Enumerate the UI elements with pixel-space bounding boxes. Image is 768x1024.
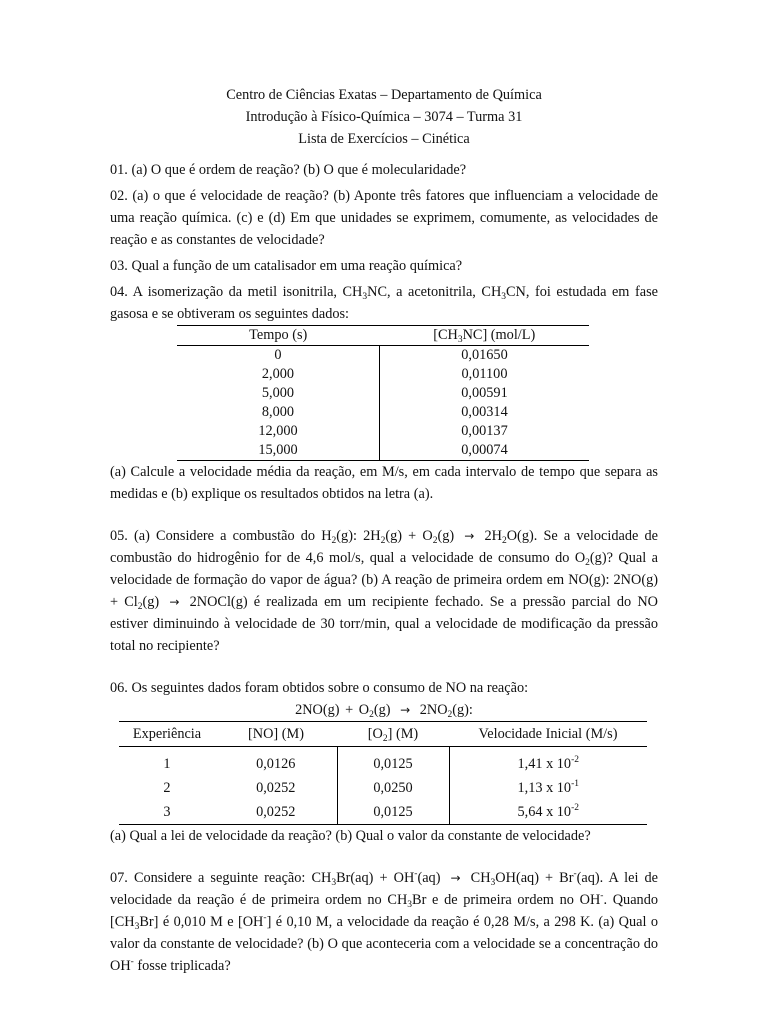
o2-cell: 0,0250: [337, 776, 449, 800]
document-header: [110, 84, 658, 150]
column-header-o2: $[O_2]$ (M): [337, 722, 449, 747]
reaction-arrow-icon: →: [450, 871, 461, 885]
question-04: 04. A isomerização da metil isonitrila, $CH_3NC$, a acetonitrila, $CH_3CN$, foi estudada em fase gasosa e se obtiveram os seguintes dados:: [110, 284, 658, 322]
table-row: [177, 422, 589, 441]
concentration-cell: 0,00137: [461, 423, 508, 439]
time-cell: 8,000: [177, 403, 380, 422]
isomerization-data-table: [177, 325, 589, 461]
table-row: [177, 365, 589, 384]
time-cell: 5,000: [177, 384, 380, 403]
question-03: 03. Qual a função de um catalisador em uma reação química?: [110, 258, 463, 274]
column-header-concentration: $[CH_3NC]$ (mol/L): [380, 326, 590, 346]
question-02: 02. (a) o que é velocidade de reação? (b) Aponte três fatores que influenciam a velocidade de uma reação química. (c) e (d) Em que unidades se exprimem, comumente, as velocidades de reação e as constantes de velocidade?: [110, 188, 658, 248]
question-04-tasks: (a) Calcule a velocidade média da reação, em M/s, em cada intervalo de tempo que separa as medidas e (b) explique os resultados obtidos na letra (a).: [110, 464, 658, 502]
header-list-title: Lista de Exercícios – Cinética: [298, 131, 470, 147]
time-cell: 2,000: [177, 365, 380, 384]
question-01: 01. (a) O que é ordem de reação? (b) O que é molecularidade?: [110, 162, 467, 178]
column-header-rate: Velocidade Inicial (M/s): [449, 722, 647, 747]
rate-cell: 1,13 x $10^{-1}$: [517, 779, 580, 796]
header-institution: Centro de Ciências Exatas – Departamento de Química: [226, 87, 542, 103]
table-row: [119, 800, 647, 825]
reaction-arrow-icon: →: [464, 529, 475, 543]
rate-cell: 1,41 x $10^{-2}$: [517, 755, 580, 772]
table-header-row: [177, 326, 589, 346]
column-header-time: Tempo (s): [177, 326, 380, 346]
time-cell: 12,000: [177, 422, 380, 441]
no-cell: 0,0252: [215, 776, 337, 800]
table-row: [177, 403, 589, 422]
experiment-cell: 1: [163, 756, 171, 772]
table-row: [177, 441, 589, 461]
concentration-cell: 0,00314: [461, 404, 508, 420]
rate-cell: 5,64 x $10^{-2}$: [449, 800, 647, 825]
concentration-cell: 0,00591: [461, 385, 508, 401]
time-cell: 0: [177, 346, 380, 366]
column-header-experiment: Experiência: [119, 722, 215, 747]
concentration-cell: 0,01100: [461, 366, 508, 382]
concentration-cell: 0,01650: [461, 347, 508, 363]
no-cell: 0,0252: [215, 800, 337, 825]
concentration-cell: 0,00074: [380, 441, 590, 461]
header-course: Introdução à Físico-Química – 3074 – Turma 31: [245, 109, 523, 125]
o2-cell: 0,0125: [337, 747, 449, 777]
time-cell: 15,000: [177, 441, 380, 461]
table-row: [177, 384, 589, 403]
kinetics-data-table: [119, 721, 647, 825]
column-header-no: [NO] (M): [215, 722, 337, 747]
table-row: [177, 346, 589, 366]
no-cell: 0,0126: [215, 747, 337, 777]
table-row: [119, 747, 647, 777]
reaction-arrow-icon: →: [400, 703, 411, 717]
table-row: [119, 776, 647, 800]
question-07: 07. Considere a seguinte reação: $CH_3Br(aq) + OH^-(aq) \to CH_3OH(aq) + Br^-(aq)$. A lei de velocidade da reação é de primeira ordem no $CH_3Br$ e de primeira ordem no OH-. Quando $[CH_3Br]$ é 0,010 M e [OH-] é 0,10 M, a velocidade da reação é 0,28 M/s, a 298 K. (a) Qual o valor da constante de velocidade? (b) O que aconteceria com a velocidade se a concentração do OH- fosse triplicada?: [110, 869, 659, 974]
reaction-arrow-icon: →: [169, 595, 180, 609]
experiment-cell: 2: [163, 780, 171, 796]
question-06-tasks: (a) Qual a lei de velocidade da reação? (b) Qual o valor da constante de velocidade?: [110, 828, 591, 844]
experiment-cell: 3: [119, 800, 215, 825]
question-05: 05. (a) Considere a combustão do $H_2(g)$: $2H_2(g) + O_2(g) \to 2H_2O(g)$. Se a velocidade de combustão do hidrogênio for de 4,6 mol/s, qual a velocidade de consumo do $O_2(g)$? Qual a velocidade de formação do vapor de água? (b) A reação de primeira ordem em NO(g): $2NO(g) + Cl_2(g)$ → 2NOCl(g) é realizada em um recipiente fechado. Se a pressão parcial do NO estiver diminuindo à velocidade de 30 torr/min, qual a velocidade de modificação da pressão total no recipiente?: [110, 528, 658, 654]
document-page: [110, 84, 658, 977]
question-06-intro: 06. Os seguintes dados foram obtidos sobre o consumo de NO na reação:: [110, 680, 529, 696]
o2-cell: 0,0125: [337, 800, 449, 825]
question-06-equation: $2NO(g) + O_2(g) \to 2NO_2(g)$:: [295, 702, 473, 720]
table-header-row: [119, 722, 647, 747]
